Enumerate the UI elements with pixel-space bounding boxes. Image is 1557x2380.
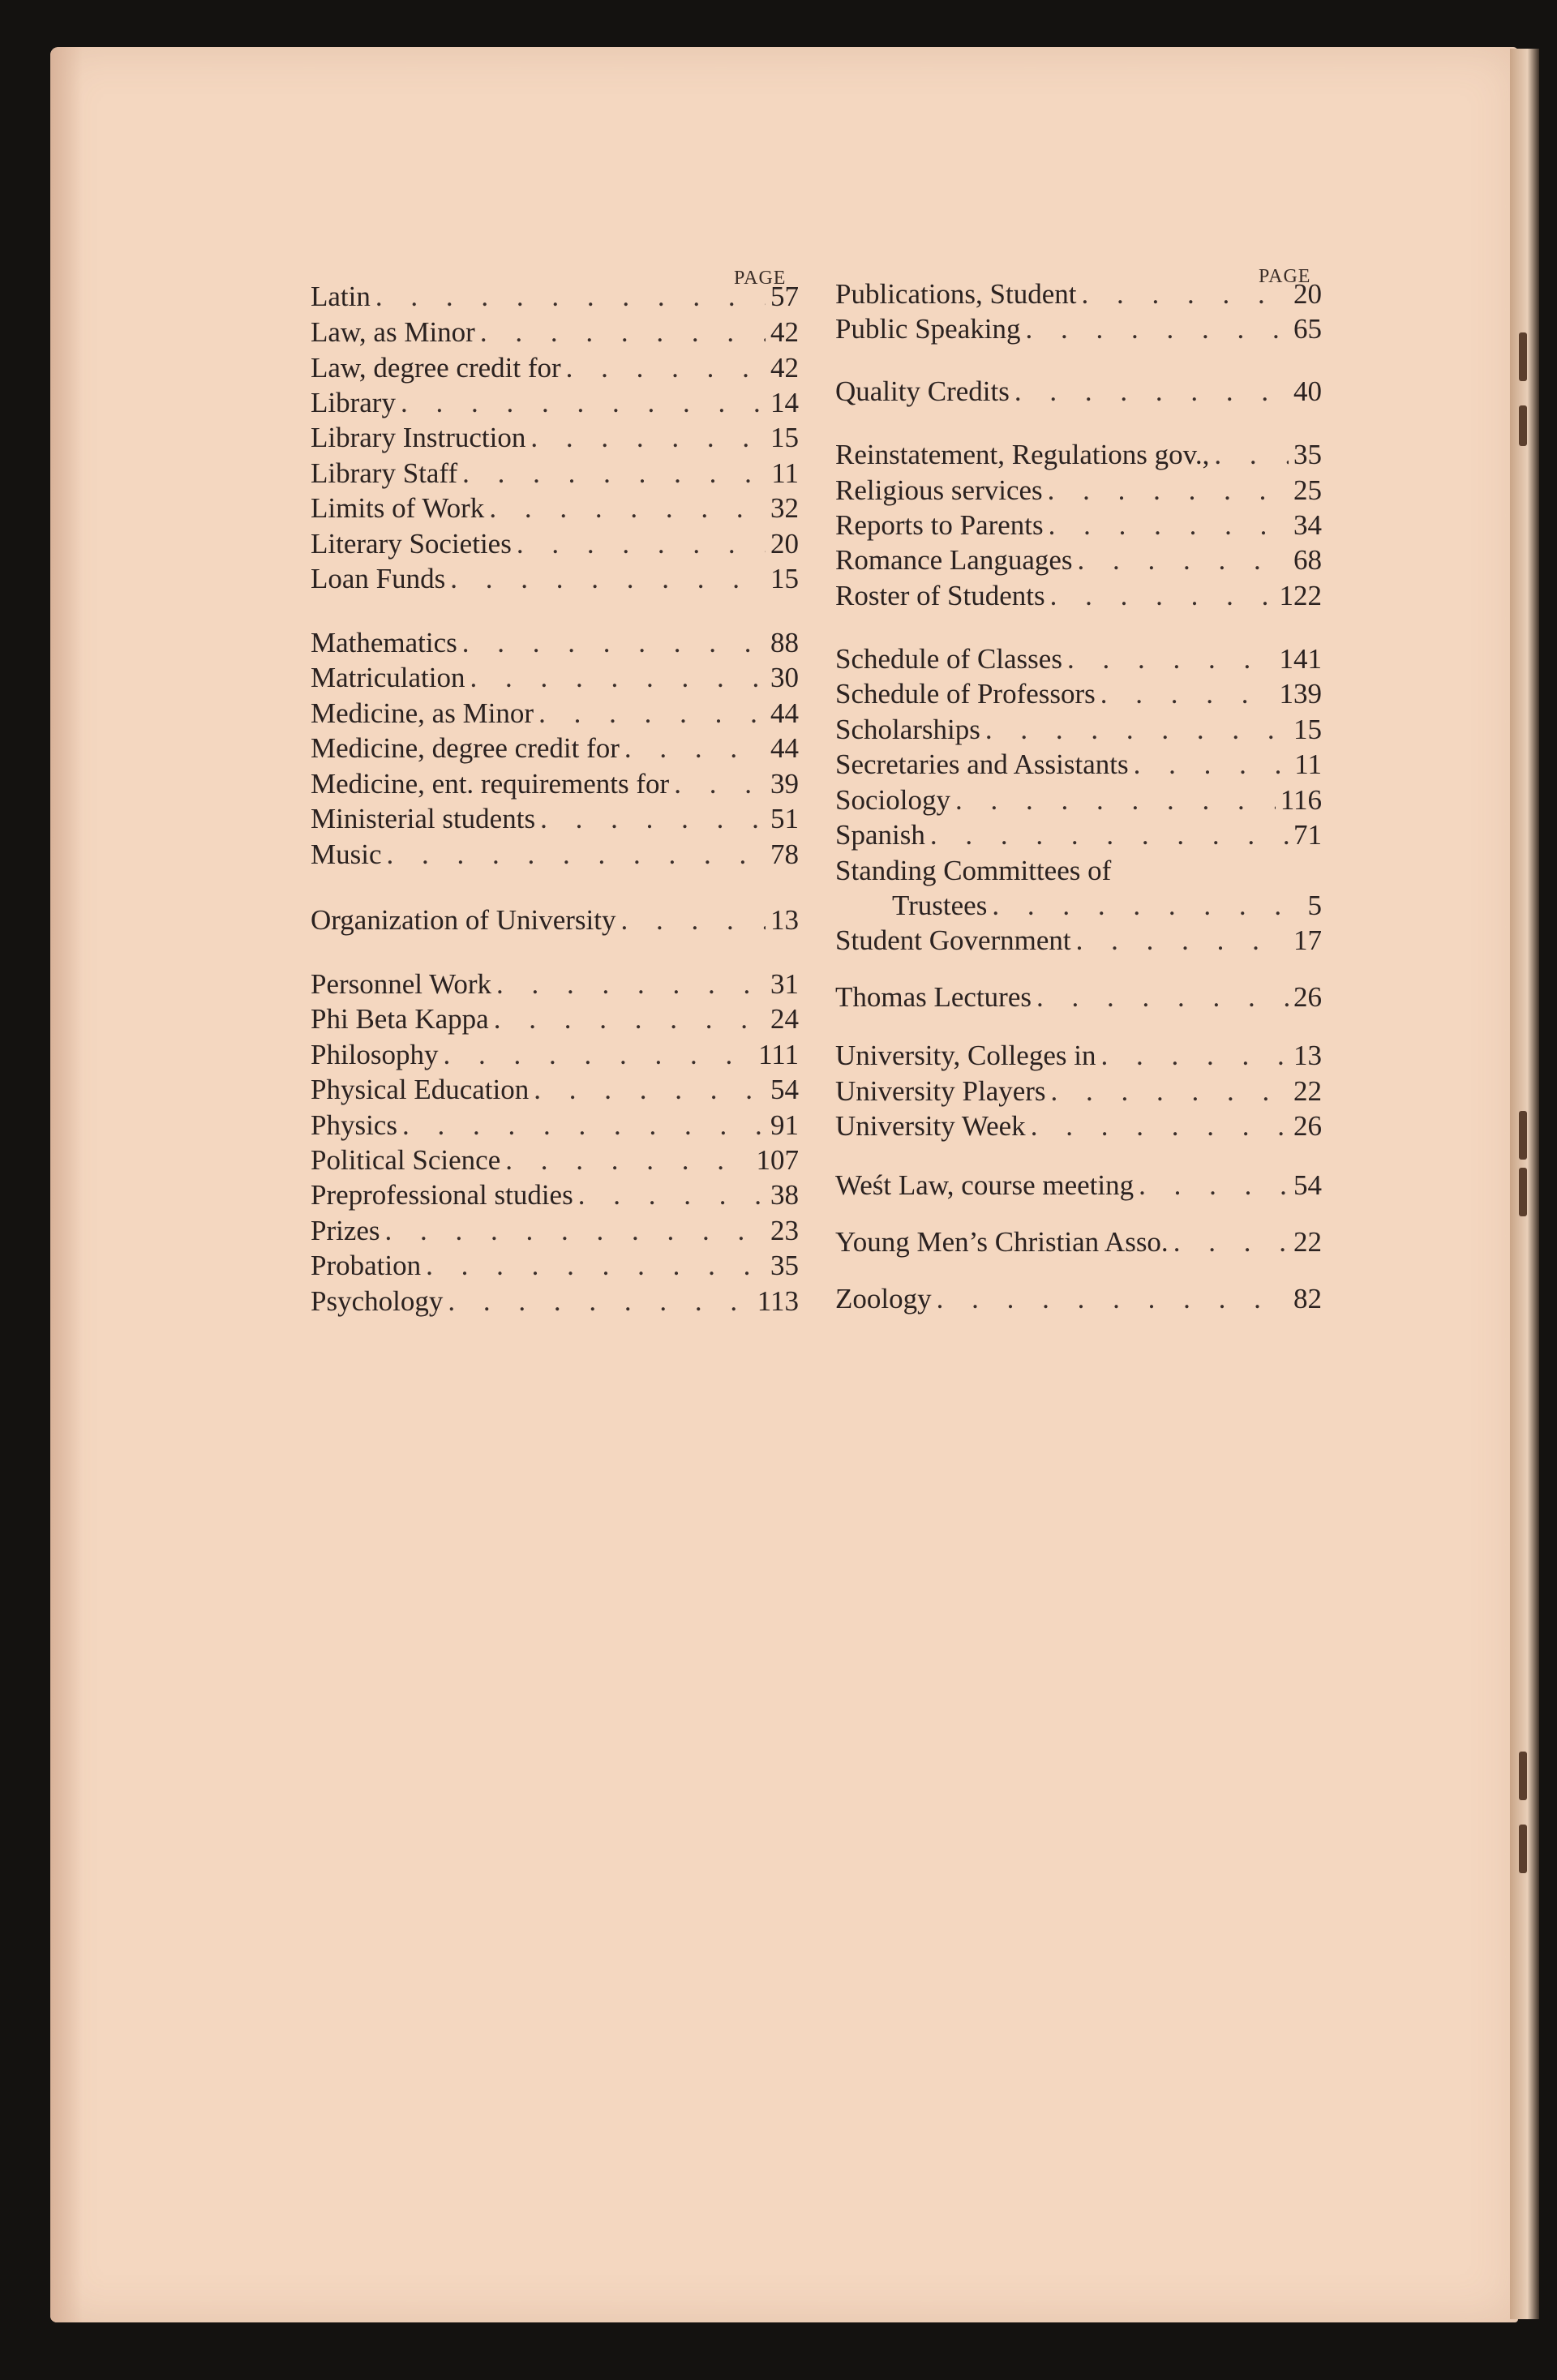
index-entry-page: 15 (1293, 714, 1322, 745)
index-entry (835, 1169, 1322, 1203)
dot-leader (937, 1283, 1289, 1315)
index-entry-label: Ministerial students (311, 803, 536, 834)
index-entry-label: Zoology (835, 1283, 932, 1314)
index-entry-page: 38 (770, 1179, 799, 1211)
index-entry (311, 492, 799, 526)
index-entry (311, 968, 799, 1002)
index-entry-label: Library Staff (311, 457, 458, 489)
index-entry-page: 26 (1293, 1110, 1322, 1142)
index-entry-label: Personnel Work (311, 968, 492, 1000)
index-entry-page: 71 (1293, 819, 1322, 851)
dot-leader (1139, 1169, 1289, 1202)
index-entry-page: 54 (1293, 1169, 1322, 1201)
dot-leader (426, 1250, 766, 1282)
index-entry (311, 768, 799, 802)
index-entry-label: Philosophy (311, 1039, 439, 1070)
index-entry-label: Public Speaking (835, 313, 1021, 345)
dot-leader (450, 563, 766, 595)
index-entry-label: Student Government (835, 924, 1071, 956)
index-entry (835, 1226, 1322, 1260)
index-entry-page: 13 (1293, 1040, 1322, 1071)
index-entry-label: University, Colleges in (835, 1040, 1096, 1071)
index-entry-label: Medicine, degree credit for (311, 732, 620, 764)
index-entry-label: Library (311, 387, 396, 418)
index-entry-page: 26 (1293, 981, 1322, 1013)
index-entry (835, 981, 1322, 1015)
index-entry-label: Reports to Parents (835, 509, 1044, 541)
index-entry-page: 51 (770, 803, 799, 834)
dot-leader (1051, 1075, 1289, 1108)
index-entry-page: 22 (1293, 1075, 1322, 1107)
dot-leader (566, 352, 766, 384)
index-entry-page: 5 (1307, 890, 1322, 921)
dot-leader (530, 422, 766, 454)
index-entry-page: 25 (1293, 474, 1322, 506)
index-entry (835, 313, 1322, 347)
dot-leader (1014, 375, 1289, 408)
index-entry (835, 1283, 1322, 1317)
index-entry-label: Medicine, as Minor (311, 697, 534, 729)
index-entry (311, 1250, 799, 1284)
index-entry-label: University Week (835, 1110, 1026, 1142)
binding-staple (1519, 1752, 1527, 1800)
index-entry-page: 111 (758, 1039, 799, 1070)
index-entry-page: 35 (1293, 439, 1322, 470)
index-entry-label: Literary Societies (311, 528, 512, 560)
index-entry (835, 784, 1322, 818)
dot-leader (470, 662, 766, 694)
dot-leader (448, 1285, 752, 1318)
index-entry-page: 40 (1293, 375, 1322, 407)
index-entry (311, 1215, 799, 1249)
dot-leader (1049, 509, 1289, 542)
index-entry-page: 113 (757, 1285, 799, 1317)
index-entry (311, 352, 799, 386)
dot-leader (517, 528, 766, 560)
index-entry-page: 68 (1293, 544, 1322, 576)
index-entry-label: Organization of University (311, 904, 616, 936)
index-entry (311, 1109, 799, 1143)
dot-leader (1078, 544, 1289, 577)
index-entry (311, 732, 799, 766)
index-entry (311, 1039, 799, 1073)
index-entry-label: Spanish (835, 819, 925, 851)
index-entry-label: Young Men’s Christian Asso. (835, 1226, 1169, 1258)
index-entry (835, 643, 1322, 677)
index-entry-page: 32 (770, 492, 799, 524)
index-entry-page: 54 (770, 1074, 799, 1105)
index-entry-label: Preprofessional studies (311, 1179, 573, 1211)
index-entry (311, 1144, 799, 1178)
index-entry-page: 107 (756, 1144, 799, 1176)
dot-leader (621, 904, 766, 937)
page-column-header: PAGE (1259, 266, 1311, 287)
dot-leader (401, 387, 766, 419)
index-entry-label: Religious services (835, 474, 1043, 506)
binding-staple (1519, 1168, 1527, 1216)
index-entry-page: 20 (770, 528, 799, 560)
index-entry (311, 528, 799, 562)
index-entry-page: 122 (1279, 580, 1322, 611)
index-entry (835, 474, 1322, 508)
index-entry-label: Probation (311, 1250, 422, 1281)
dot-leader (540, 803, 766, 835)
dot-leader (1214, 439, 1289, 471)
dot-leader (375, 281, 766, 313)
index-entry-page: 116 (1280, 784, 1322, 816)
index-entry-label: Physical Education (311, 1074, 530, 1105)
index-entry-label: Thomas Lectures (835, 981, 1032, 1013)
index-entry-page: 42 (770, 316, 799, 348)
dot-leader (578, 1179, 766, 1211)
index-entry (835, 819, 1322, 853)
index-entry-label: Trustees (892, 890, 988, 921)
dot-leader (444, 1039, 754, 1071)
dot-leader (385, 1215, 766, 1247)
index-entry-label: Matriculation (311, 662, 465, 693)
index-entry (835, 375, 1322, 410)
dot-leader (985, 714, 1289, 746)
index-entry-label: Mathematics (311, 627, 457, 658)
index-entry-page: 65 (1293, 313, 1322, 345)
index-entry (311, 1003, 799, 1037)
page-column-header: PAGE (734, 268, 787, 289)
index-entry-page: 44 (770, 697, 799, 729)
index-entry-label: Law, as Minor (311, 316, 475, 348)
index-entry-label: Political Science (311, 1144, 501, 1176)
index-entry-label: Psychology (311, 1285, 444, 1317)
index-entry (311, 387, 799, 421)
index-entry-label: Medicine, ent. requirements for (311, 768, 670, 800)
index-entry-page: 11 (771, 457, 799, 489)
dot-leader (1082, 278, 1289, 311)
index-entry (311, 316, 799, 350)
index-entry-label: University Players (835, 1075, 1046, 1107)
index-entry-label: Law, degree credit for (311, 352, 561, 384)
binding-staple (1519, 332, 1527, 381)
index-entry-page: 57 (770, 281, 799, 312)
index-entry-label: Latin (311, 281, 371, 312)
index-entry-label: Physics (311, 1109, 397, 1141)
dot-leader (1100, 1040, 1289, 1072)
page-left-shadow (50, 47, 83, 2322)
index-entry-page: 139 (1279, 678, 1322, 710)
dot-leader (538, 697, 766, 730)
index-entry-page: 35 (770, 1250, 799, 1281)
index-entry-page: 88 (770, 627, 799, 658)
dot-leader (480, 316, 766, 349)
index-entry-label: Limits of Work (311, 492, 485, 524)
index-entry-label: Weśt Law, course meeting (835, 1169, 1135, 1201)
index-entry-page: 23 (770, 1215, 799, 1246)
dot-leader (489, 492, 766, 525)
dot-leader (930, 819, 1289, 851)
index-entry-page: 34 (1293, 509, 1322, 541)
dot-leader (1036, 981, 1289, 1014)
index-entry-page: 11 (1294, 748, 1322, 780)
binding-staple (1519, 405, 1527, 446)
dot-leader (496, 968, 766, 1001)
index-entry (311, 697, 799, 731)
index-entry-label: Scholarships (835, 714, 980, 745)
index-entry (835, 278, 1322, 312)
index-entry-label: Standing Committees of (835, 855, 1112, 886)
index-entry-page: 42 (770, 352, 799, 384)
dot-leader (1100, 678, 1275, 710)
dot-leader (387, 838, 766, 871)
index-entry-label: Secretaries and Assistants (835, 748, 1129, 780)
index-entry-page: 141 (1279, 643, 1322, 675)
dot-leader (1134, 748, 1290, 781)
dot-leader (534, 1074, 766, 1106)
dot-leader (992, 890, 1302, 922)
index-entry (835, 580, 1322, 614)
index-entry-label: Loan Funds (311, 563, 446, 594)
index-entry (835, 509, 1322, 543)
index-entry-page: 22 (1293, 1226, 1322, 1258)
index-entry-label: Quality Credits (835, 375, 1010, 407)
index-entry (835, 439, 1322, 473)
index-entry (311, 422, 799, 456)
index-entry (311, 281, 799, 315)
index-entry-page: 15 (770, 422, 799, 453)
index-entry-label: Publications, Student (835, 278, 1077, 310)
index-entry-page: 31 (770, 968, 799, 1000)
index-entry-page: 91 (770, 1109, 799, 1141)
index-entry-page: 82 (1293, 1283, 1322, 1314)
dot-leader (462, 457, 766, 490)
dot-leader (402, 1109, 766, 1142)
index-entry (835, 924, 1322, 958)
index-entry (311, 803, 799, 837)
index-entry-label: Sociology (835, 784, 950, 816)
dot-leader (462, 627, 766, 659)
index-entry-label: Phi Beta Kappa (311, 1003, 489, 1035)
index-entry-page: 24 (770, 1003, 799, 1035)
dot-leader (1067, 643, 1275, 675)
index-entry-page: 15 (770, 563, 799, 594)
binding-staple (1519, 1111, 1527, 1160)
binding-staple (1519, 1825, 1527, 1873)
dot-leader (624, 732, 766, 765)
index-entry-label: Schedule of Classes (835, 643, 1062, 675)
dot-leader (1031, 1110, 1289, 1143)
index-entry-label: Library Instruction (311, 422, 526, 453)
dot-leader (674, 768, 766, 800)
index-entry (835, 1075, 1322, 1109)
index-entry (835, 714, 1322, 748)
index-entry (311, 1179, 799, 1213)
dot-leader (1173, 1226, 1289, 1259)
index-entry (311, 563, 799, 597)
index-entry (311, 838, 799, 873)
dot-leader (505, 1144, 751, 1177)
dot-leader (1025, 313, 1289, 345)
dot-leader (1050, 580, 1275, 612)
index-entry-label: Schedule of Professors (835, 678, 1096, 710)
index-entry (311, 662, 799, 696)
index-entry-label: Prizes (311, 1215, 380, 1246)
index-entry (311, 457, 799, 491)
index-entry-page: 20 (1293, 278, 1322, 310)
index-entry-page: 30 (770, 662, 799, 693)
index-entry (311, 1074, 799, 1108)
index-entry (835, 1040, 1322, 1074)
index-entry (835, 890, 1322, 924)
dot-leader (1076, 924, 1289, 957)
index-entry (311, 904, 799, 938)
index-entry-label: Music (311, 838, 382, 870)
index-entry (311, 627, 799, 661)
index-entry (835, 855, 1322, 889)
index-entry (835, 748, 1322, 783)
index-entry-page: 78 (770, 838, 799, 870)
index-entry (835, 678, 1322, 712)
dot-leader (1048, 474, 1289, 507)
index-entry-page: 14 (770, 387, 799, 418)
index-entry-label: Roster of Students (835, 580, 1045, 611)
index-entry (311, 1285, 799, 1319)
index-entry-label: Reinstatement, Regulations gov., (835, 439, 1210, 470)
index-entry-page: 17 (1293, 924, 1322, 956)
index-entry-page: 13 (770, 904, 799, 936)
dot-leader (494, 1003, 766, 1036)
index-entry (835, 544, 1322, 578)
index-entry (835, 1110, 1322, 1144)
index-entry-label: Romance Languages (835, 544, 1073, 576)
index-entry-page: 39 (770, 768, 799, 800)
index-entry-page: 44 (770, 732, 799, 764)
dot-leader (955, 784, 1276, 817)
